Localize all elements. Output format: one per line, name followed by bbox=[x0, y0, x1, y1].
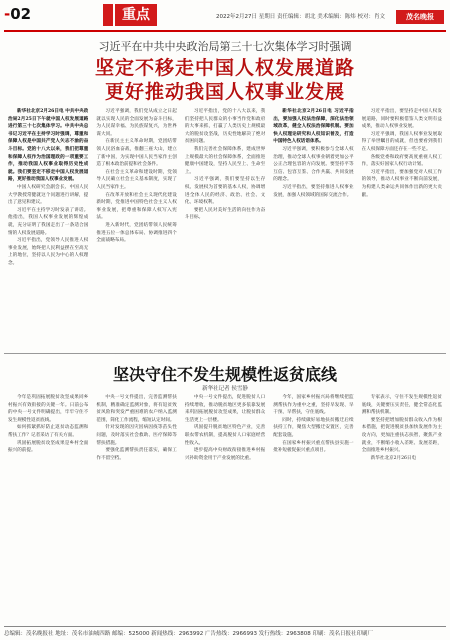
date-line: 2022年2月27日 星期日 责任编辑：胡北 美术编辑：陈炜 校对：肖文 bbox=[216, 14, 385, 20]
article1-kicker: 习近平在中共中央政治局第三十七次集体学习时强调 bbox=[98, 40, 352, 53]
article2-column bbox=[362, 394, 442, 620]
paragraph: 习近平指出，党的十八大以来，我们坚持把人民群众的小事当作党和政府的大事来抓，打赢了人类历史上规模最大的脱贫攻坚战，历史性地解决了绝对贫困问题。 bbox=[184, 109, 266, 145]
paragraph: 要坚持把增加脱贫群众收入作为根本措施，把促进脱贫县加快发展作为主攻方向，更加注重扶志扶智，聚焦产业就业，不断缩小收入差距、发展差距，全面推进乡村振兴。 bbox=[361, 417, 443, 454]
paragraph: 中国人权研究会副会长、中国人民大学教授常健就这个问题进行讲解，提出了意见和建议。 bbox=[8, 184, 89, 206]
article2-body bbox=[8, 394, 442, 620]
paragraph: 中央一号文件提出，完善监测帮扶机制，精准确定监测对象，将有返贫致贫风险和突发严重困难的农户纳入监测范围，简化工作流程，缩短认定时间。 bbox=[96, 395, 177, 423]
paragraph: 习近平强调，我们党从成立之日起就以实现人民的全面发展为奋斗目标，为人民谋幸福、为民族谋复兴，为世界谋大同。 bbox=[96, 109, 177, 137]
paragraph: 习近平指出，要坚持推进人权事业发展，加强人权领域的国际交流合作。 bbox=[273, 184, 354, 198]
article1-column bbox=[96, 108, 176, 353]
paragraph: 习近平强调，要积极参与全球人权治理，推动全球人权事业朝着更加公平公正合理包容的方向发展。要坚持平等互信、包容互鉴、合作共赢、共同发展的理念。 bbox=[273, 146, 354, 183]
paragraph: 习近平强调，我们要坚持以生存权、发展权为首要的基本人权，协调增进全体人民的经济、政治、社会、文化、环境权利。 bbox=[184, 177, 266, 206]
paragraph: 要强化监测帮扶责任落实，确保工作不留空档。 bbox=[96, 448, 177, 461]
paragraph: 在社会主义革命和建设时期，党领导人民确立社会主义基本制度，实现了人民当家作主。 bbox=[96, 169, 177, 190]
article-separator bbox=[4, 353, 446, 354]
paragraph: 今年，国家乡村振兴局将继续把监测帮扶作为重中之重，坚持早发现、早干预、早帮扶，守住底线。 bbox=[273, 395, 354, 416]
paragraph: 在改革开放和社会主义现代化建设新时期，党推进中国特色社会主义人权事业发展，把尊重和保障人权写入宪法。 bbox=[96, 192, 177, 221]
page-footer: 总编辑：茂名晚报社 地址：茂名市油城四路 邮编：525000 新闻热线：2963992 广告热线：2966993 发行热线：2963808 印刷：茂名日报社印刷厂 bbox=[4, 626, 446, 637]
article1-title-line2: 更好推动我国人权事业发展 bbox=[104, 81, 345, 103]
paragraph: 各级党委和政府要高度重视人权工作，落实好国家人权行动计划。 bbox=[361, 154, 443, 168]
paragraph: 巩固拓展脱贫攻坚成果是乡村全面振兴的前提。 bbox=[8, 440, 89, 454]
article2-column bbox=[96, 394, 176, 620]
paragraph: 习近平强调，我国人权事业发展取得了举世瞩目的成就，但也要看到我们在人权保障方面还存在一些不足。 bbox=[361, 131, 443, 152]
paragraph: 如何抓紧抓好防止返贫动态监测和帮扶工作？记者采访了有关方面。 bbox=[8, 425, 89, 438]
paragraph: 习近平指出，要坚持走中国人权发展道路，同时要积极借鉴人类文明有益成果，推动人权事业发展。 bbox=[361, 109, 443, 130]
paragraph: 逐步提高中央财政衔接推进乡村振兴补助资金用于产业发展的比重。 bbox=[184, 448, 266, 461]
article2-column bbox=[185, 394, 265, 620]
paragraph: 习近平指出，党领导人民推进人权事业发展，始终把人民利益摆在至高无上的地位，坚持以人民为中心的人权理念。 bbox=[8, 238, 89, 266]
paragraph: 同时，持续做好易地扶贫搬迁后续扶持工作，聚焦大型搬迁安置区，完善配套设施。 bbox=[273, 417, 354, 438]
article1-column bbox=[273, 108, 353, 353]
article1-title-line1: 坚定不移走中国人权发展道路 bbox=[94, 57, 355, 79]
paragraph: 新华社北京2月26日电 习近平指出，要加强人权法治保障，深化法治领域改革，健全人权法治保障机制。要加快人权理论研究和人权知识普及，打造中国特色人权话语体系。 bbox=[273, 109, 354, 145]
paragraph: 我们完善社会保障体系，建成世界上规模最大的社会保障体系，全面推进健康中国建设，坚持人民至上、生命至上。 bbox=[184, 146, 266, 175]
article1-body bbox=[8, 108, 442, 353]
article2-title: 坚决守住不发生规模性返贫底线 bbox=[112, 365, 337, 384]
paragraph: 今年是巩固拓展脱贫攻坚成果同乡村振兴有效衔接的关键一年。日前公布的中央一号文件明确提出，牢牢守住不发生规模性返贫底线。 bbox=[8, 395, 89, 423]
paragraph: 新华社北京2月26日电 bbox=[370, 455, 417, 461]
article1-column bbox=[362, 108, 442, 353]
section-label: 重点 bbox=[115, 4, 157, 26]
paragraph: 进入新时代，党团结带领人民统筹推进五位一体总体布局、协调推进四个全面战略布局。 bbox=[96, 222, 177, 244]
header-rule bbox=[4, 30, 446, 32]
paragraph: 针对发现的因灾因病因疫等苗头性问题，及时落实社会救助、医疗保障等帮扶措施。 bbox=[96, 425, 177, 446]
article2-column bbox=[8, 394, 88, 620]
paragraph: 专家表示，守住不发生规模性返贫底线，关键要压实责任，健全常态化监测和帮扶机制。 bbox=[361, 395, 443, 416]
paragraph: 巩固提升脱贫地区特色产业，完善联农带农机制，提高脱贫人口家庭经营性收入。 bbox=[184, 425, 266, 446]
article2-byline: 新华社记者 侯雪静 bbox=[202, 386, 248, 392]
page-header bbox=[0, 0, 450, 30]
paragraph: 要把人民对美好生活的向往作为奋斗目标。 bbox=[184, 207, 266, 221]
paragraph: 在国家乡村振兴重点帮扶县实施一批补短板促振兴重点项目。 bbox=[273, 440, 354, 454]
section-marker bbox=[103, 4, 113, 26]
newspaper-logo: 茂名晚报 bbox=[396, 10, 444, 24]
paragraph: 新华社北京2月26日电 中共中央政治局2月25日下午就中国人权发展道路进行第三十七次集体学习。中共中央总书记习近平在主持学习时强调，尊重和保障人权是中国共产党人矢志不渝的奋斗目标。党的十八大以来，我们把尊重和保障人权作为治国理政的一项重要工作，推动我国人权事业取得历史性成就。我们要坚定不移走中国人权发展道路，更好推动我国人权事业发展。 bbox=[8, 109, 89, 183]
page-number: -02 bbox=[4, 5, 32, 23]
article2-column bbox=[273, 394, 353, 620]
paragraph: 在新民主主义革命时期，党团结带领人民浴血奋战，推翻三座大山，建立了新中国，为实现中国人民当家作主创造了根本政治前提和社会条件。 bbox=[96, 139, 177, 168]
paragraph: 习近平指出，要加强党对人权工作的领导，推动人权事业不断向前发展，为构建人类命运共同体作出新的更大贡献。 bbox=[361, 169, 443, 198]
article1-column bbox=[185, 108, 265, 353]
article1-column bbox=[8, 108, 88, 353]
paragraph: 习近平在主持学习时发表了讲话。他指出，我国人权事业发展的辉煌成就，充分证明了我国走出了一条适合国情的人权发展道路。 bbox=[8, 207, 89, 236]
paragraph: 中央一号文件提出，促进脱贫人口持续增收，推动脱贫地区更多依靠发展来巩固拓展脱贫攻坚成果，让脱贫群众生活更上一层楼。 bbox=[184, 395, 266, 423]
